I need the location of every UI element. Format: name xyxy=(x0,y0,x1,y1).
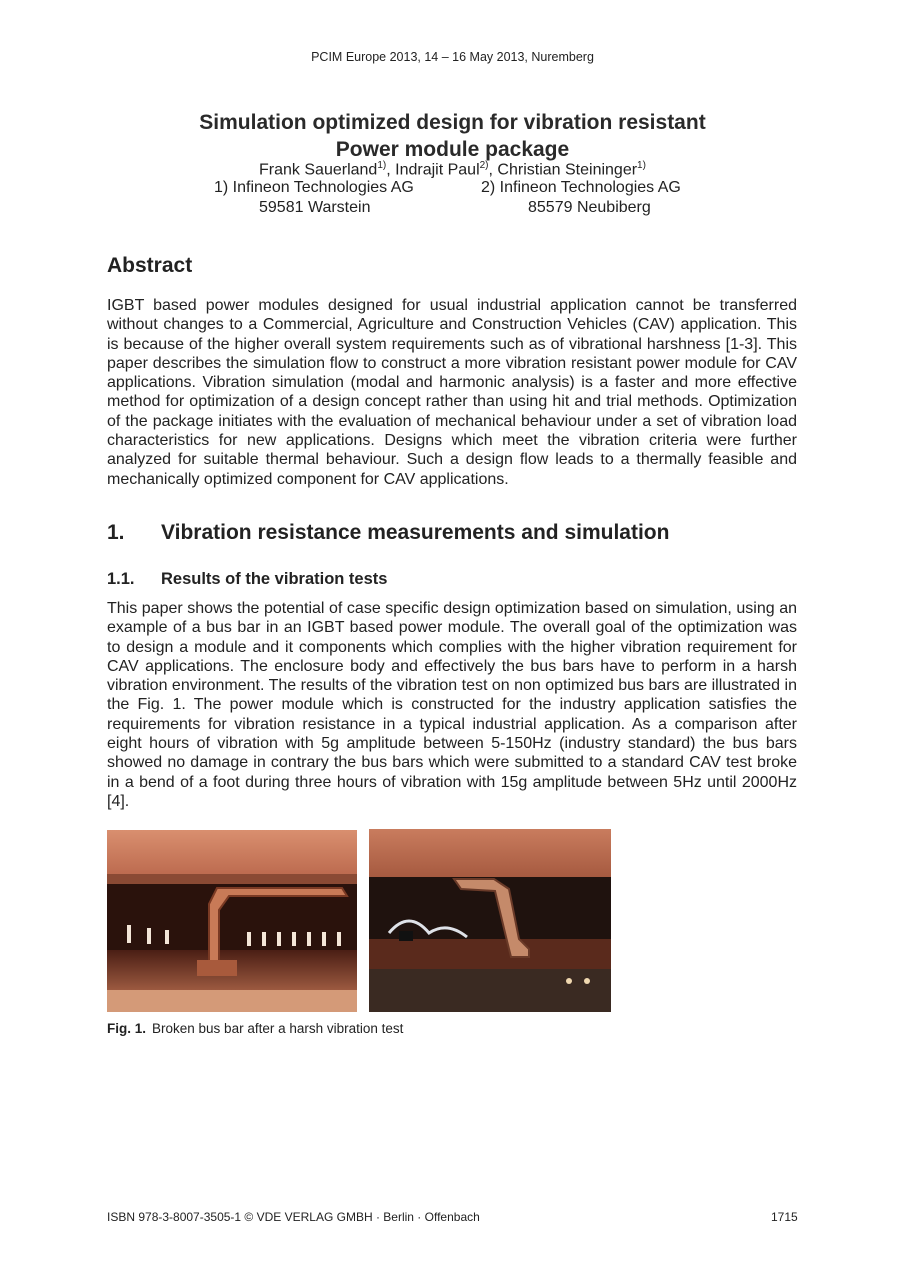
author-2-affil: 2) xyxy=(479,160,489,171)
section-body-text: This paper shows the potential of case specific design optimization based on simulation, using an example of a bus bar in an IGBT based power module. The overall goal of the optimization was to design a module and it components which complies with the higher vibration requirement for CAV applications. The enclosure body and effectively the bus bars have to perform in a harsh vibration environment. The results of the vibration test on non optimized bus bars are illustrated in the Fig. 1. The power module which is constructed for the industry application satisfies the requirements for vibration resistance in a typical industrial application. As a comparison after eight hours of vibration with 5g amplitude between 5-150Hz (industry standard) the bus bars showed no damage in contrary the bus bars which were submitted to a standard CAV test broke in a bend of a foot during three hours of vibration with 15g amplitude between 5Hz until 2000Hz [4]. xyxy=(107,600,797,810)
figure-label: Fig. 1. xyxy=(107,1021,147,1036)
section-number: 1. xyxy=(107,521,125,544)
author-1: Frank Sauerland xyxy=(259,161,378,179)
affiliation-2: 2) Infineon Technologies AG xyxy=(481,179,681,196)
page-number: 1715 xyxy=(771,1210,798,1224)
author-list xyxy=(0,156,905,180)
affiliation-1-city: 59581 Warstein xyxy=(259,199,371,216)
paper-title xyxy=(0,109,905,163)
title-line-1: Simulation optimized design for vibration resistant xyxy=(199,111,706,134)
figure-caption xyxy=(107,1021,403,1036)
bus-bar-photo-left xyxy=(107,830,357,1012)
footer-isbn: ISBN 978-3-8007-3505-1 © VDE VERLAG GMBH · Berlin · Offenbach xyxy=(107,1210,480,1224)
title-line-2: Power module package xyxy=(335,138,570,161)
subsection-heading xyxy=(107,570,797,600)
subsection-title: Results of the vibration tests xyxy=(161,570,388,588)
author-1-affil: 1) xyxy=(377,160,387,171)
author-3-affil: 1) xyxy=(637,160,646,171)
figure-caption-text: Broken bus bar after a harsh vibration test xyxy=(152,1021,404,1036)
abstract-text: IGBT based power modules designed for usual industrial application cannot be transferred without changes to a Commercial, Agriculture and Construction Vehicles (CAV) application. This is because of the higher overall system requirements such as of vibrational harshness [1-3]. This paper describes the simulation flow to construct a more vibration resistant power module for CAV applications. Vibration simulation (modal and harmonic analysis) is a faster and more effective method for optimization of a design concept rather than using hit and trial methods. Optimization of the package initiates with the evaluation of mechanical behaviour under a set of vibration load characteristics for new applications. Designs which meet the vibration criteria were further analyzed for suitable thermal behaviour. Such a design flow leads to a thermally feasible and mechanically optimized component for CAV applications. xyxy=(107,297,797,488)
author-3: , Christian Steininger xyxy=(488,161,638,179)
author-2: , Indrajit Paul xyxy=(386,161,480,179)
affiliation-2-city: 85579 Neubiberg xyxy=(528,199,651,216)
bus-bar-photo-right xyxy=(369,829,611,1012)
abstract-heading: Abstract xyxy=(107,254,193,277)
section-heading xyxy=(107,521,797,551)
conference-header: PCIM Europe 2013, 14 – 16 May 2013, Nuremberg xyxy=(311,50,594,64)
section-title: Vibration resistance measurements and simulation xyxy=(161,521,670,544)
subsection-number: 1.1. xyxy=(107,570,135,588)
affiliation-1: 1) Infineon Technologies AG xyxy=(214,179,414,196)
